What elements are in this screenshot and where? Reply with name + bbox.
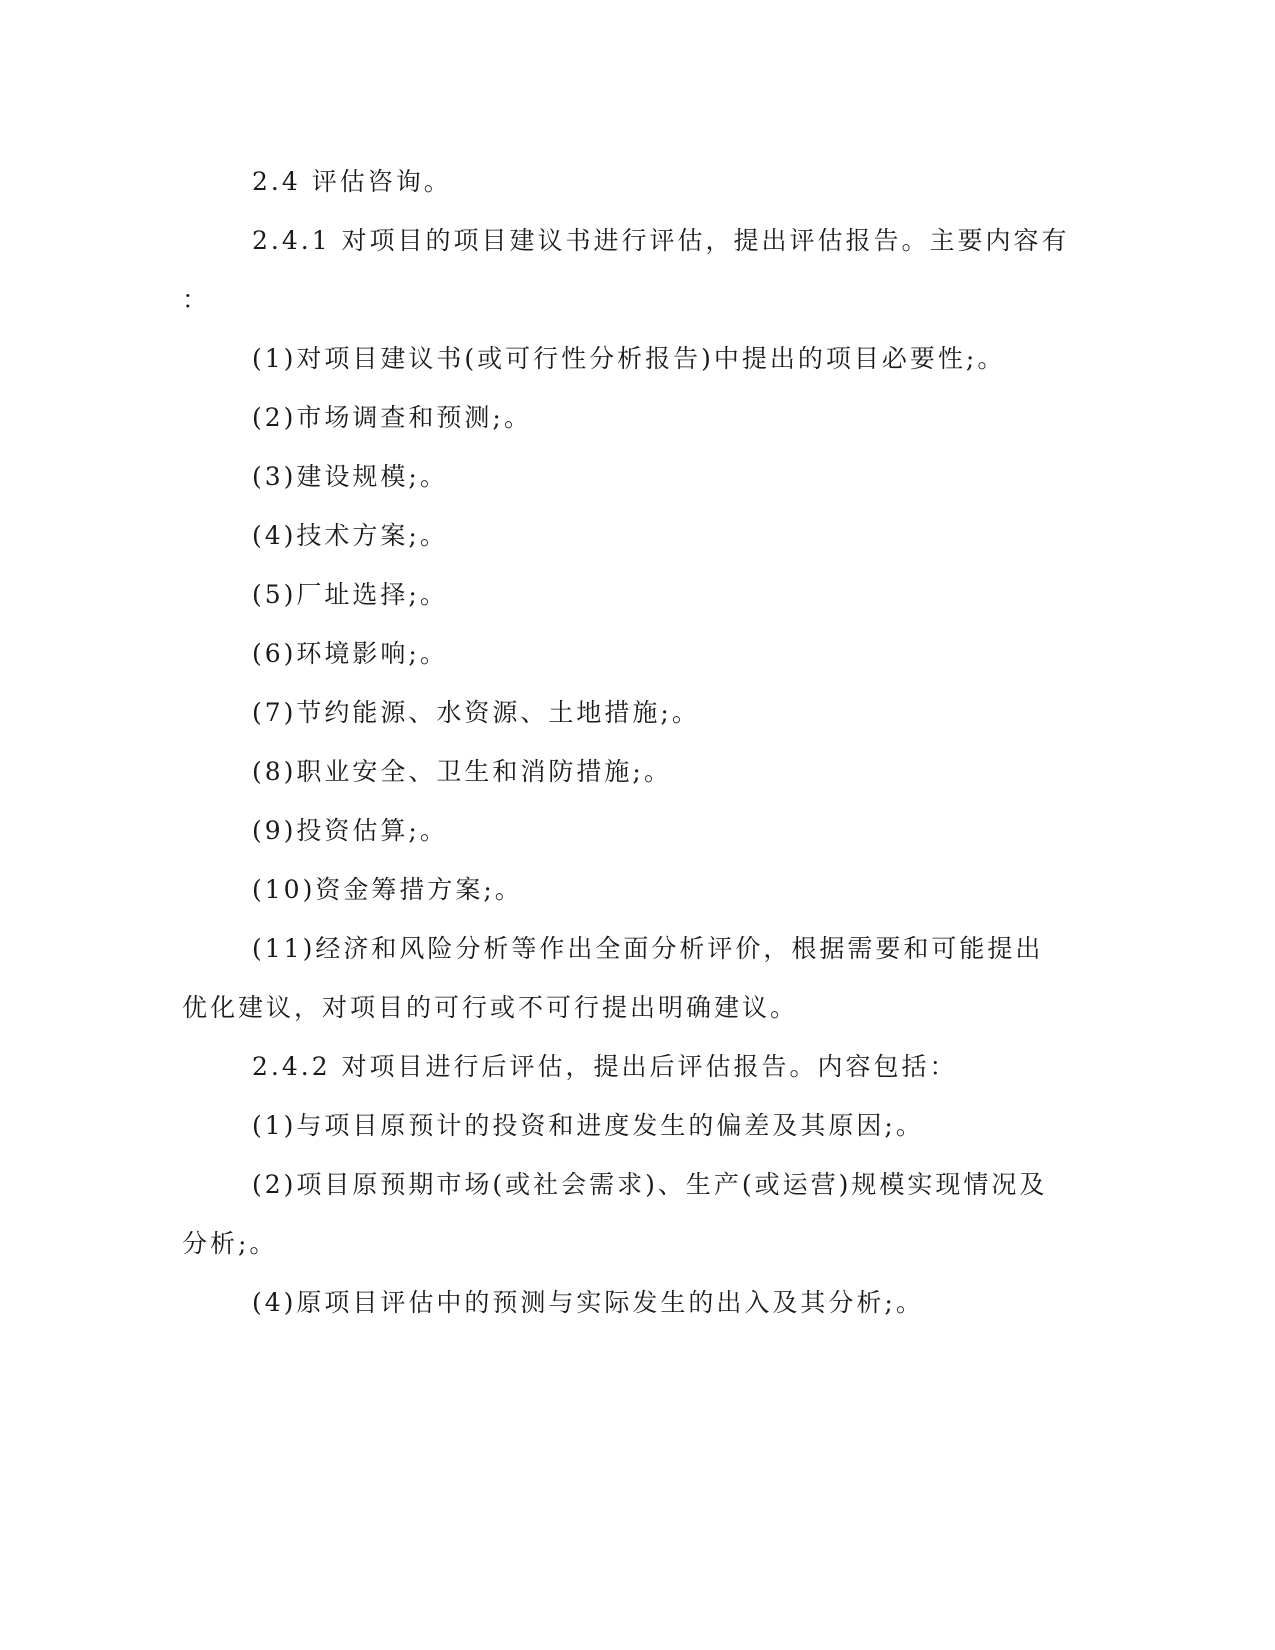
list-item-10: (10)资金筹措方案;。 — [252, 875, 523, 904]
list-item-3: (3)建设规模;。 — [252, 462, 448, 491]
list-item-11-continuation: 优化建议，对项目的可行或不可行提出明确建议。 — [182, 993, 799, 1022]
list-item-11: (11)经济和风险分析等作出全面分析评价，根据需要和可能提出 — [252, 934, 1044, 963]
post-eval-item-2-continuation: 分析;。 — [182, 1229, 278, 1258]
list-item-2: (2)市场调查和预测;。 — [252, 403, 532, 432]
list-item-4: (4)技术方案;。 — [252, 521, 448, 550]
post-eval-item-2: (2)项目原预期市场(或社会需求)、生产(或运营)规模实现情况及 — [252, 1170, 1048, 1199]
list-item-7: (7)节约能源、水资源、土地措施;。 — [252, 698, 700, 727]
section-heading-2-4: 2.4 评估咨询。 — [252, 167, 452, 196]
subsection-heading-2-4-1: 2.4.1 对项目的项目建议书进行评估，提出评估报告。主要内容有 — [252, 226, 1070, 255]
list-item-5: (5)厂址选择;。 — [252, 580, 448, 609]
paragraph-continuation: ： — [182, 285, 211, 314]
list-item-8: (8)职业安全、卫生和消防措施;。 — [252, 757, 672, 786]
post-eval-item-1: (1)与项目原预计的投资和进度发生的偏差及其原因;。 — [252, 1111, 924, 1140]
list-item-9: (9)投资估算;。 — [252, 816, 448, 845]
post-eval-item-4: (4)原项目评估中的预测与实际发生的出入及其分析;。 — [252, 1288, 924, 1317]
subsection-heading-2-4-2: 2.4.2 对项目进行后评估，提出后评估报告。内容包括： — [252, 1052, 958, 1081]
list-item-6: (6)环境影响;。 — [252, 639, 448, 668]
list-item-1: (1)对项目建议书(或可行性分析报告)中提出的项目必要性;。 — [252, 344, 1006, 373]
